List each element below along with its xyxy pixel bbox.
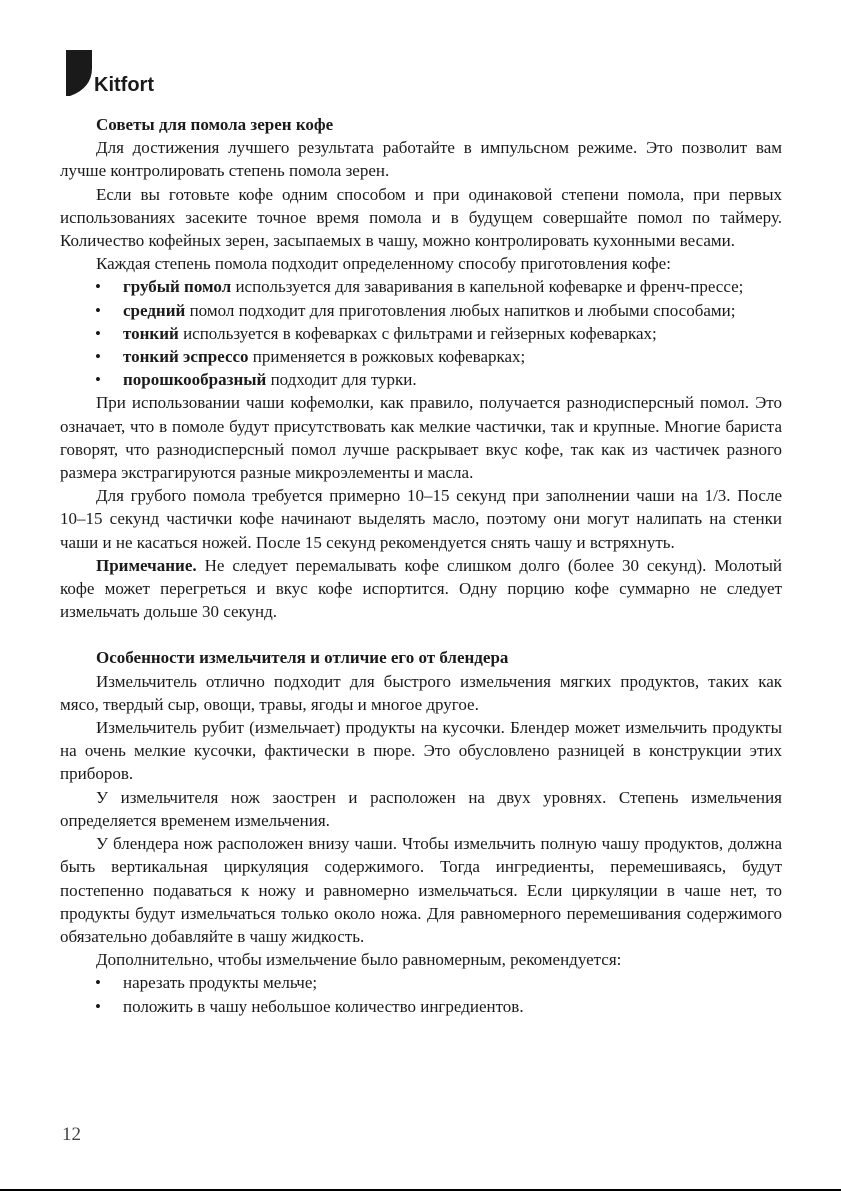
kitfort-logo-icon	[66, 50, 92, 96]
paragraph: Для грубого помола требуется примерно 10–15 секунд при заполнении чаши на 1/3. После 10–15 секунд частички кофе начинают выделять масло, поэтому они могут налипать на стенки чаши и не касаться ножей. После 15 секунд рекомендуется снять чашу и встряхнуть.	[60, 486, 782, 552]
list-item	[60, 345, 782, 368]
paragraph: У блендера нож расположен внизу чаши. Чтобы измельчить полную чашу продуктов, должна быть вертикальная циркуляция содержимого. Тогда ингредиенты, перемешиваясь, будут постепенно подаваться к ножу и равномерно измельчаться. Если циркуляции в чаше нет, то продукты будут измельчаться только около ножа. Для равномерного перемешивания содержимого обязательно добавляйте в чашу жидкость.	[60, 834, 782, 946]
list-item-text: подходит для турки.	[266, 370, 417, 390]
list-item	[60, 368, 782, 391]
brand-name: Kitfort	[94, 74, 154, 96]
section-spacer	[60, 623, 782, 646]
bullet: •	[95, 347, 101, 367]
list-item	[60, 995, 782, 1018]
page-content	[60, 113, 782, 1018]
list-item-text: помол подходит для приготовления любых напитков и любыми способами;	[185, 300, 736, 320]
list-item-text: используется для заваривания в капельной кофеварке и френч-прессе;	[231, 277, 744, 297]
bullet: •	[95, 300, 101, 320]
paragraph: Измельчитель рубит (измельчает) продукты на кусочки. Блендер может измельчить продукты на очень мелкие кусочки, фактически в пюре. Это обусловлено разницей в конструкции этих приборов.	[60, 718, 782, 784]
list-item-term: тонкий эспрессо	[123, 347, 249, 367]
list-item	[60, 971, 782, 994]
page-number: 12	[62, 1124, 81, 1145]
paragraph: Каждая степень помола подходит определенному способу приготовления кофе:	[96, 254, 671, 274]
list-item-term: порошкообразный	[123, 370, 267, 390]
paragraph: Дополнительно, чтобы измельчение было равномерным, рекомендуется:	[96, 950, 622, 970]
list-item-term: средний	[123, 300, 186, 320]
note-label: Примечание.	[96, 555, 197, 575]
bullet: •	[95, 996, 101, 1016]
grind-levels-list	[60, 275, 782, 391]
list-item-text: нарезать продукты мельче;	[123, 973, 318, 993]
paragraph: При использовании чаши кофемолки, как правило, получается разнодисперсный помол. Это означает, что в помоле будут присутствовать как мелкие частички, так и крупные. Многие бариста говорят, что разнодисперсный помол лучше раскрывает вкус кофе, так как из частичек разного размера экстрагируются разные микроэлементы и масла.	[60, 393, 782, 483]
section-heading-chopper-vs-blender: Особенности измельчителя и отличие его от блендера	[96, 648, 509, 668]
list-item	[60, 299, 782, 322]
bullet: •	[95, 277, 101, 297]
paragraph: Измельчитель отлично подходит для быстрого измельчения мягких продуктов, таких как мясо, твердый сыр, овощи, травы, ягоды и многое другое.	[60, 671, 782, 714]
paragraph: У измельчителя нож заострен и расположен на двух уровнях. Степень измельчения определяется временем измельчения.	[60, 787, 782, 830]
bullet: •	[95, 973, 101, 993]
bullet: •	[95, 323, 101, 343]
section-heading-coffee-grinding: Советы для помола зерен кофе	[96, 115, 334, 134]
bullet: •	[95, 370, 101, 390]
note-paragraph	[60, 554, 782, 624]
list-item	[60, 322, 782, 345]
note-text: Не следует перемалывать кофе слишком долго (более 30 секунд). Молотый кофе может перегреться и вкус кофе испортится. Одну порцию кофе суммарно не следует измельчать дольше 30 секунд.	[60, 555, 782, 622]
list-item-text: положить в чашу небольшое количество ингредиентов.	[123, 996, 524, 1016]
list-item-term: грубый помол	[123, 277, 232, 297]
recommendations-list	[60, 971, 782, 1017]
list-item	[60, 275, 782, 298]
list-item-text: используется в кофеварках с фильтрами и гейзерных кофеварках;	[178, 323, 657, 343]
brand-logo	[66, 50, 154, 96]
list-item-term: тонкий	[123, 323, 179, 343]
list-item-text: применяется в рожковых кофеварках;	[248, 347, 526, 367]
paragraph: Для достижения лучшего результата работайте в импульсном режиме. Это позволит вам лучше контролировать степень помола зерен.	[60, 138, 782, 181]
bottom-border	[0, 1189, 841, 1191]
paragraph: Если вы готовьте кофе одним способом и при одинаковой степени помола, при первых использованиях засеките точное время помола и в будущем совершайте помол по таймеру. Количество кофейных зерен, засыпаемых в чашу, можно контролировать кухонными весами.	[60, 184, 782, 251]
